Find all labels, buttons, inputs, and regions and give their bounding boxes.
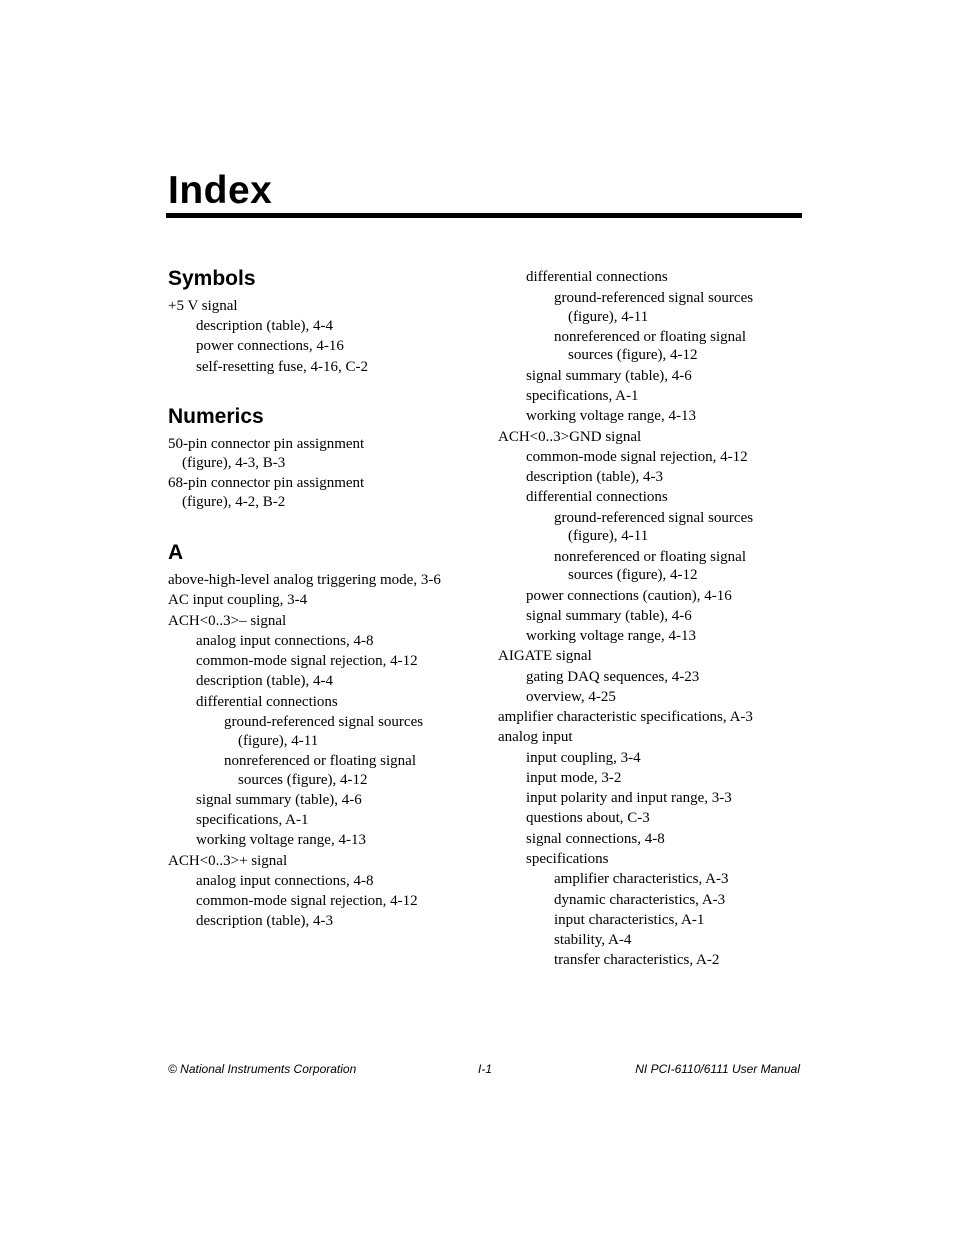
index-subentry: analog input connections, 4-8 [196, 633, 374, 649]
index-subsubentry: ground-referenced signal sources [224, 714, 424, 730]
index-entry: +5 V signal [168, 298, 238, 314]
index-entry-continuation: (figure), 4-11 [568, 309, 649, 325]
index-subentry: input polarity and input range, 3-3 [526, 790, 732, 806]
index-subentry: description (table), 4-4 [196, 673, 334, 689]
index-subsubentry: ground-referenced signal sources [554, 510, 754, 526]
index-entry: ACH<0..3>– signal [168, 613, 287, 629]
index-entry: 68-pin connector pin assignment [168, 475, 365, 491]
index-subsubentry: nonreferenced or floating signal [554, 549, 747, 565]
index-subentry: working voltage range, 4-13 [196, 832, 366, 848]
index-subentry: signal summary (table), 4-6 [526, 368, 692, 384]
index-entry: ACH<0..3>+ signal [168, 853, 288, 869]
index-subentry: power connections, 4-16 [196, 338, 344, 354]
index-subentry: description (table), 4-4 [196, 318, 334, 334]
index-subentry: overview, 4-25 [526, 689, 616, 705]
title-rule [166, 213, 802, 218]
index-subentry: input mode, 3-2 [526, 770, 622, 786]
index-entry: analog input [498, 729, 573, 745]
index-subentry: description (table), 4-3 [196, 913, 334, 929]
index-subentry: signal connections, 4-8 [526, 831, 665, 847]
index-entry: AIGATE signal [498, 648, 592, 664]
section-heading-numerics: Numerics [168, 405, 264, 428]
index-subentry: questions about, C-3 [526, 810, 650, 826]
index-subentry: common-mode signal rejection, 4-12 [196, 893, 418, 909]
index-entry: 50-pin connector pin assignment [168, 436, 365, 452]
index-subsubentry: stability, A-4 [554, 932, 632, 948]
index-subentry: common-mode signal rejection, 4-12 [526, 449, 748, 465]
index-subsubentry: amplifier characteristics, A-3 [554, 871, 729, 887]
index-subentry: signal summary (table), 4-6 [526, 608, 692, 624]
index-entry: ACH<0..3>GND signal [498, 429, 642, 445]
index-subentry: description (table), 4-3 [526, 469, 664, 485]
index-entry-continuation: sources (figure), 4-12 [238, 772, 368, 788]
index-entry-continuation: (figure), 4-11 [568, 528, 649, 544]
index-subsubentry: nonreferenced or floating signal [554, 329, 747, 345]
index-subentry: power connections (caution), 4-16 [526, 588, 732, 604]
index-subentry: differential connections [526, 489, 668, 505]
footer-page-number: I-1 [478, 1062, 493, 1076]
index-subentry: working voltage range, 4-13 [526, 408, 696, 424]
index-entry: above-high-level analog triggering mode, 3-6 [168, 572, 441, 588]
index-subentry: gating DAQ sequences, 4-23 [526, 669, 700, 685]
section-heading-a: A [168, 541, 184, 564]
index-subsubentry: dynamic characteristics, A-3 [554, 892, 726, 908]
index-subsubentry: transfer characteristics, A-2 [554, 952, 720, 968]
index-subentry: specifications, A-1 [526, 388, 639, 404]
index-subentry: working voltage range, 4-13 [526, 628, 696, 644]
index-entry: amplifier characteristic specifications, A-3 [498, 709, 753, 725]
index-subentry: common-mode signal rejection, 4-12 [196, 653, 418, 669]
index-entry-continuation: sources (figure), 4-12 [568, 347, 698, 363]
index-entry-continuation: (figure), 4-2, B-2 [182, 494, 286, 510]
index-subentry: specifications, A-1 [196, 812, 309, 828]
page-title: Index [168, 169, 273, 212]
index-subsubentry: nonreferenced or floating signal [224, 753, 417, 769]
index-subentry: differential connections [526, 269, 668, 285]
index-subentry: self-resetting fuse, 4-16, C-2 [196, 359, 369, 375]
index-subentry: differential connections [196, 694, 338, 710]
index-subsubentry: ground-referenced signal sources [554, 290, 754, 306]
index-subentry: signal summary (table), 4-6 [196, 792, 362, 808]
index-subentry: analog input connections, 4-8 [196, 873, 374, 889]
section-heading-symbols: Symbols [168, 267, 256, 290]
index-entry-continuation: (figure), 4-11 [238, 733, 319, 749]
index-subentry: input coupling, 3-4 [526, 750, 641, 766]
footer-copyright: © National Instruments Corporation [168, 1062, 357, 1076]
index-subentry: specifications [526, 851, 609, 867]
footer-manual-title: NI PCI-6110/6111 User Manual [635, 1062, 800, 1076]
index-subsubentry: input characteristics, A-1 [554, 912, 705, 928]
index-entry: AC input coupling, 3-4 [168, 592, 308, 608]
index-entry-continuation: (figure), 4-3, B-3 [182, 455, 286, 471]
index-entry-continuation: sources (figure), 4-12 [568, 567, 698, 583]
